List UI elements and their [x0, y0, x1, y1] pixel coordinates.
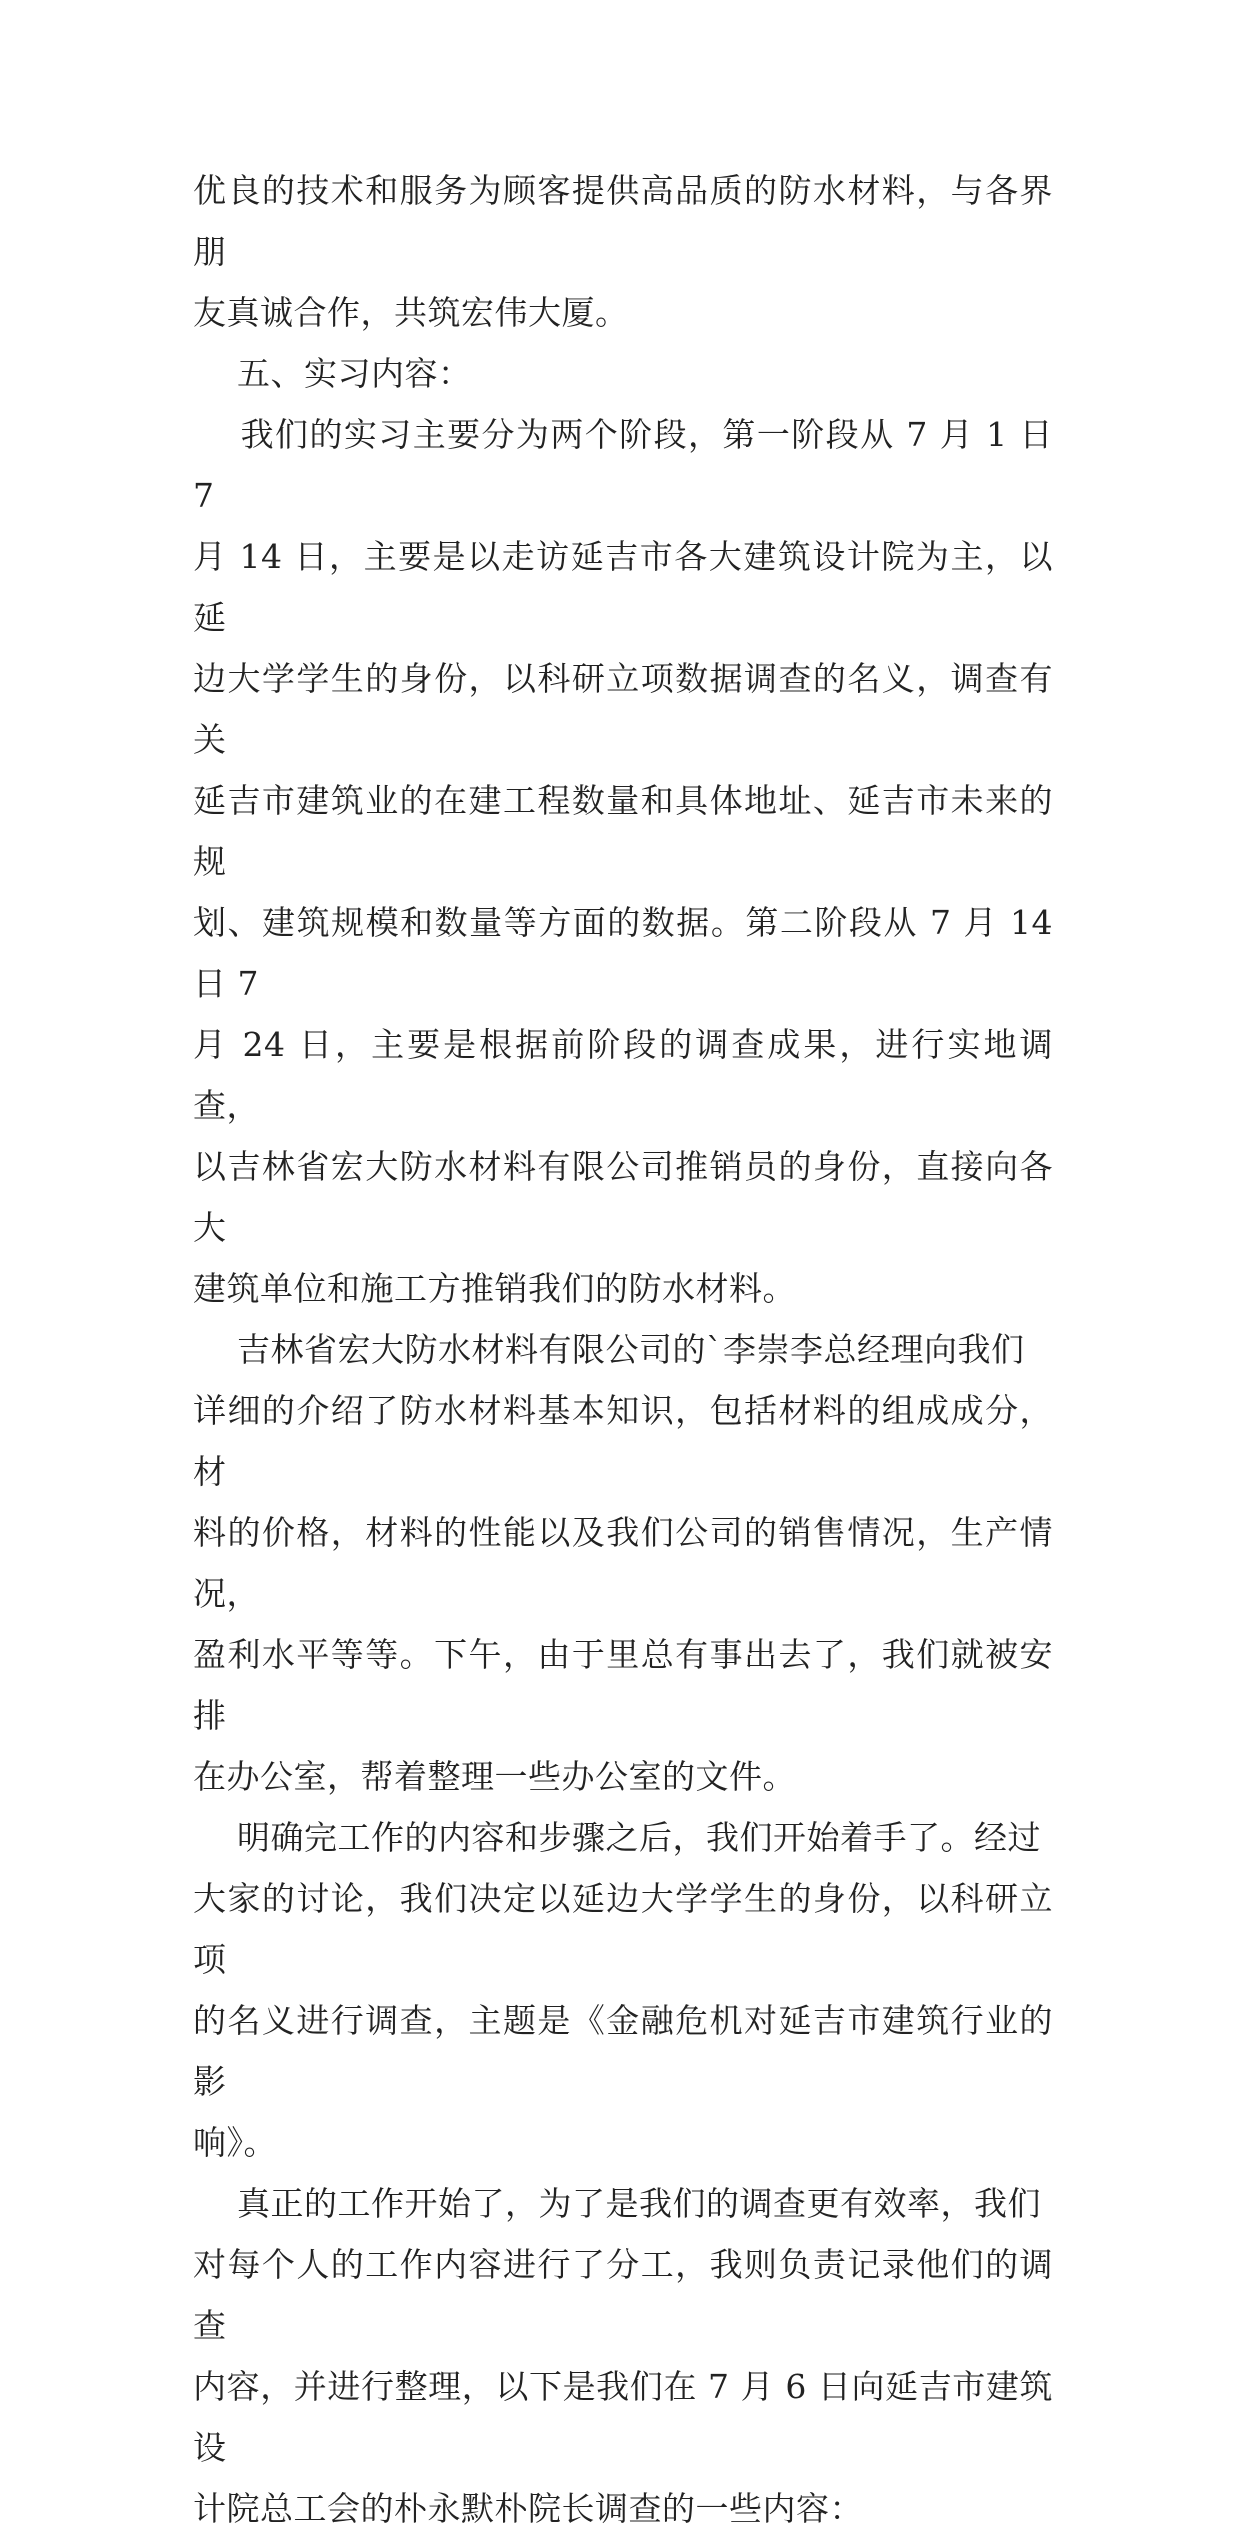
document-body: [193, 160, 1064, 2539]
text-line: 延吉市建筑业的在建工程数量和具体地址、延吉市未来的规: [193, 781, 1053, 881]
section-heading: 五、实习内容：: [193, 354, 472, 393]
text-line: 对每个人的工作内容进行了分工，我则负责记录他们的调查: [193, 2245, 1053, 2345]
text-line: 的名义进行调查，主题是《金融危机对延吉市建筑行业的影: [193, 2001, 1053, 2101]
text-line: 响》。: [193, 2123, 277, 2162]
text-line: 盈利水平等等。下午，由于里总有事出去了，我们就被安排: [193, 1635, 1053, 1735]
text-line: 大家的讨论，我们决定以延边大学学生的身份，以科研立项: [193, 1879, 1053, 1979]
text-line: 月 14 日，主要是以走访延吉市各大建筑设计院为主，以延: [193, 537, 1053, 637]
text-line: 真正的工作开始了，为了是我们的调查更有效率，我们: [193, 2184, 1041, 2223]
text-line: 边大学学生的身份，以科研立项数据调查的名义，调查有关: [193, 659, 1053, 759]
text-line: 详细的介绍了防水材料基本知识，包括材料的组成成分，材: [193, 1391, 1053, 1491]
text-line: 明确完工作的内容和步骤之后，我们开始着手了。经过: [193, 1818, 1041, 1857]
text-line: 友真诚合作，共筑宏伟大厦。: [193, 293, 629, 332]
text-line: 优良的技术和服务为顾客提供高品质的防水材料，与各界朋: [193, 171, 1053, 271]
text-line: 计院总工会的朴永默朴院长调查的一些内容：: [193, 2489, 863, 2528]
text-line: 料的价格，材料的性能以及我们公司的销售情况，生产情况，: [193, 1513, 1053, 1613]
text-line: 以吉林省宏大防水材料有限公司推销员的身份，直接向各大: [193, 1147, 1053, 1247]
text-line: 月 24 日，主要是根据前阶段的调查成果，进行实地调查，: [193, 1025, 1053, 1125]
text-line: 划、建筑规模和数量等方面的数据。第二阶段从 7 月 14 日 7: [193, 903, 1064, 1003]
text-line: 我们的实习主要分为两个阶段，第一阶段从 7 月 1 日 7: [193, 415, 1064, 515]
text-line: 在办公室，帮着整理一些办公室的文件。: [193, 1757, 796, 1796]
text-line: 建筑单位和施工方推销我们的防水材料。: [193, 1269, 796, 1308]
text-line: 内容，并进行整理，以下是我们在 7 月 6 日向延吉市建筑设: [193, 2367, 1053, 2467]
text-line: 吉林省宏大防水材料有限公司的`李崇李总经理向我们: [193, 1330, 1025, 1369]
